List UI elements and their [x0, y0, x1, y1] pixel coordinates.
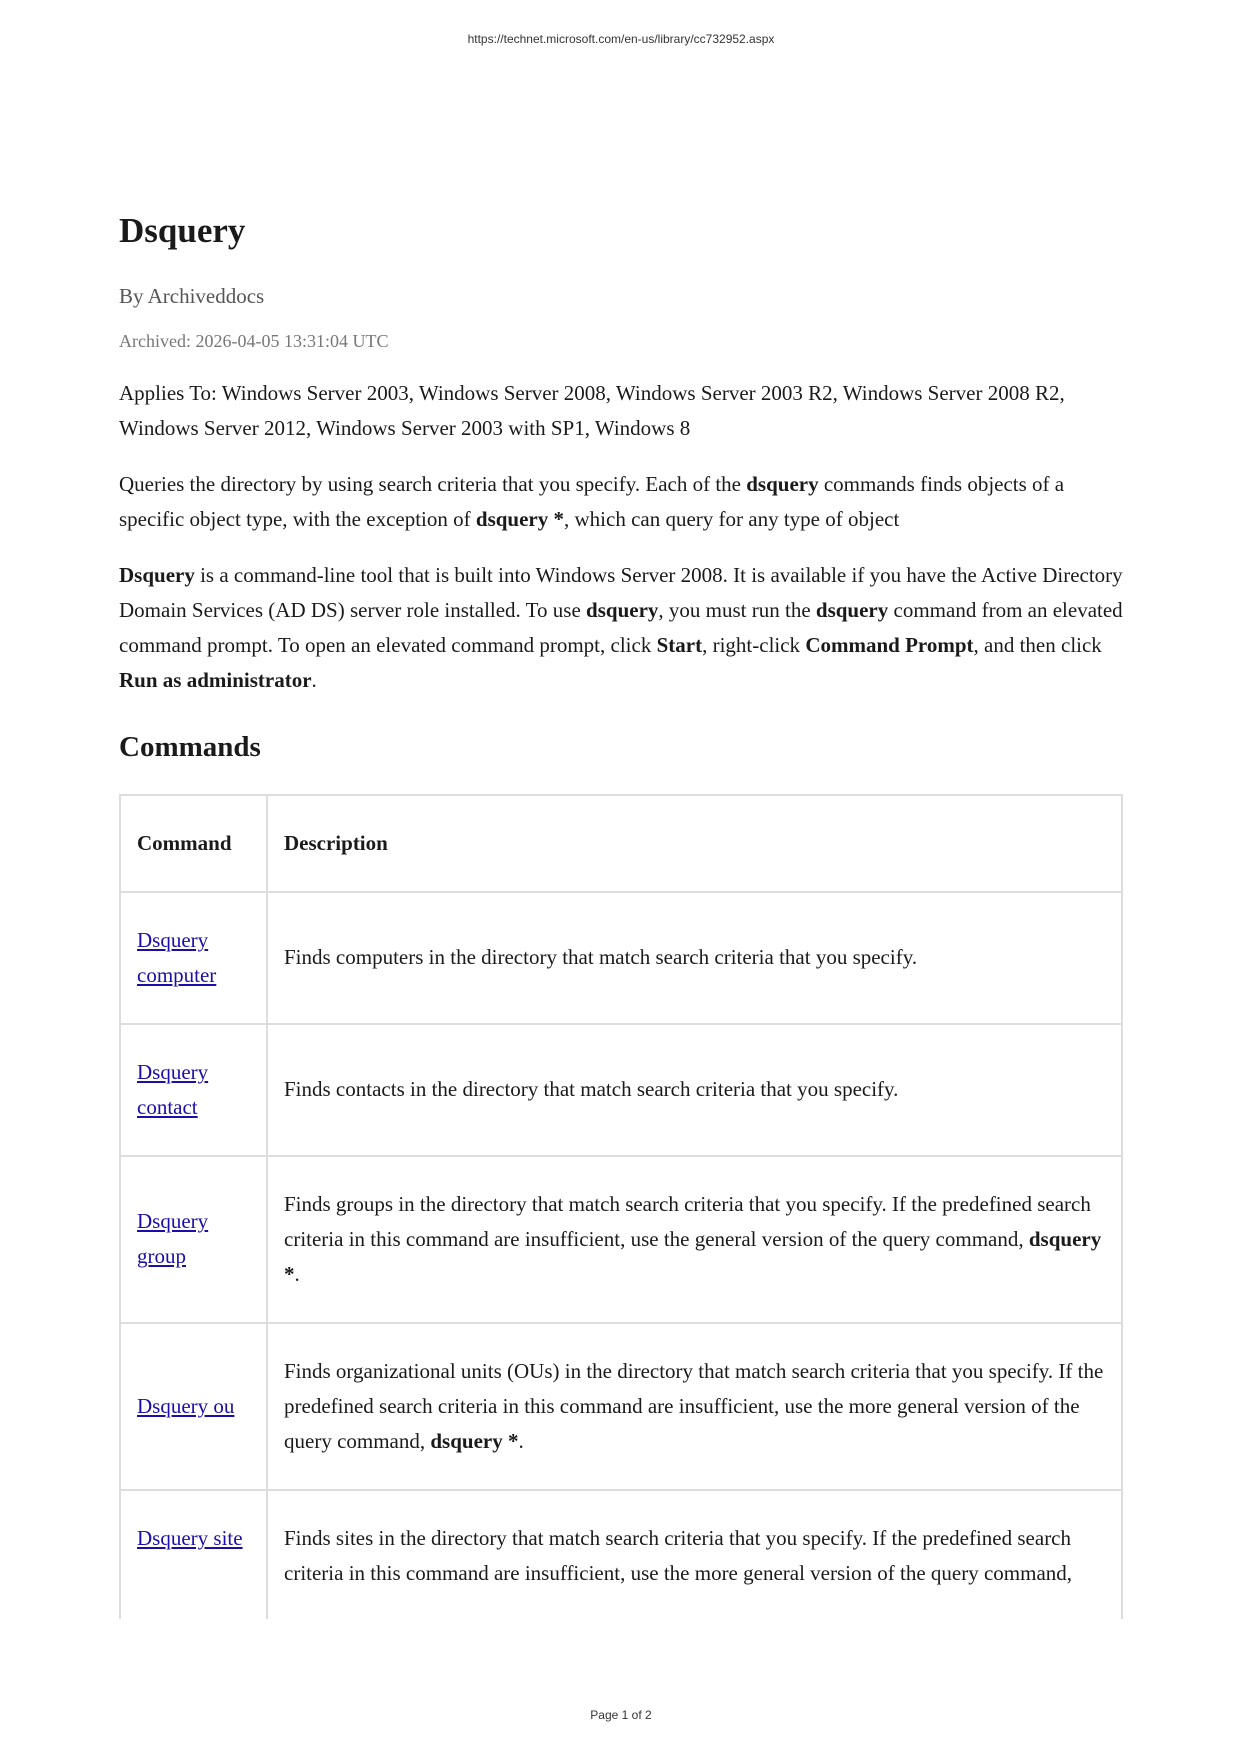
intro-bold: dsquery	[746, 472, 819, 496]
description-tail: .	[294, 1261, 300, 1286]
description-text: Finds organizational units (OUs) in the directory that match search criteria that you specify. If the predefined search criteria in this command are insufficient, use the more general version of the query command,	[284, 1358, 1104, 1453]
usage-bold: dsquery	[586, 598, 659, 622]
usage-text: is a command-line tool that is built into Windows Server 2008. It is available if you have the Active Directory Domain Services (AD DS) server role installed. To use	[119, 563, 1123, 622]
archived-timestamp: Archived: 2026-04-05 13:31:04 UTC	[119, 331, 389, 351]
intro-bold: dsquery *	[475, 507, 564, 531]
usage-text: , and then click	[973, 633, 1102, 657]
table-row	[120, 1490, 1122, 1619]
dsquery-contact-link[interactable]: Dsquery contact	[137, 1059, 209, 1119]
intro-text: Queries the directory by using search criteria that you specify. Each of the	[119, 472, 747, 496]
description-cell	[267, 892, 1122, 1024]
article	[119, 210, 1123, 1619]
page-number: Page 1 of 2	[590, 1708, 652, 1722]
table-header-row	[120, 795, 1122, 892]
command-cell	[120, 892, 267, 1024]
column-header-command: Command	[120, 795, 267, 892]
page-title: Dsquery	[119, 211, 246, 250]
usage-text: , right-click	[702, 633, 806, 657]
command-cell	[120, 1024, 267, 1156]
description-tail: .	[518, 1428, 524, 1453]
table-row	[120, 1156, 1122, 1323]
description-bold: dsquery *	[284, 1226, 1102, 1286]
command-cell	[120, 1323, 267, 1490]
description-cell	[267, 1024, 1122, 1156]
command-cell	[120, 1490, 267, 1619]
intro-text: , which can query for any type of object	[564, 507, 900, 531]
usage-bold: Command Prompt	[805, 633, 974, 657]
usage-bold: Dsquery	[119, 563, 195, 587]
description-text: Finds sites in the directory that match search criteria that you specify. If the predefined search criteria in this command are insufficient, use the more general version of the query command,	[284, 1525, 1073, 1585]
table-row	[120, 1024, 1122, 1156]
usage-paragraph	[119, 558, 1123, 698]
dsquery-computer-link[interactable]: Dsquery computer	[137, 927, 217, 987]
usage-text: .	[311, 668, 317, 692]
commands-heading: Commands	[119, 731, 261, 763]
description-cell	[267, 1156, 1122, 1323]
description-bold: dsquery *	[430, 1428, 519, 1453]
description-text: Finds contacts in the directory that match search criteria that you specify.	[284, 1077, 899, 1102]
applies-to: Applies To: Windows Server 2003, Windows Server 2008, Windows Server 2003 R2, Windows Server 2008 R2, Windows Server 2012, Windows Server 2003 with SP1, Windows 8	[119, 381, 1065, 440]
usage-bold: Start	[656, 633, 703, 657]
dsquery-site-link[interactable]: Dsquery site	[137, 1525, 243, 1550]
intro-text: commands finds objects of a specific object type, with the exception of	[119, 472, 1065, 531]
byline: By Archiveddocs	[119, 284, 265, 308]
table-row	[120, 892, 1122, 1024]
usage-text: , you must run the	[658, 598, 816, 622]
intro-paragraph	[119, 467, 1123, 537]
column-header-description: Description	[267, 795, 1122, 892]
dsquery-group-link[interactable]: Dsquery group	[137, 1209, 209, 1269]
dsquery-ou-link[interactable]: Dsquery ou	[137, 1393, 235, 1418]
description-cell	[267, 1490, 1122, 1619]
commands-table	[119, 794, 1123, 1619]
source-url: https://technet.microsoft.com/en-us/library/cc732952.aspx	[467, 32, 775, 46]
usage-bold: dsquery	[815, 598, 889, 622]
description-cell	[267, 1323, 1122, 1490]
usage-bold: Run as administrator	[119, 668, 312, 692]
description-text: Finds groups in the directory that match search criteria that you specify. If the predefined search criteria in this command are insufficient, use the general version of the query command,	[284, 1191, 1091, 1251]
description-text: Finds computers in the directory that match search criteria that you specify.	[284, 945, 918, 970]
command-cell	[120, 1156, 267, 1323]
usage-text: command from an elevated command prompt. To open an elevated command prompt, click	[119, 598, 1123, 657]
commands-table-container	[119, 794, 1123, 1619]
table-row	[120, 1323, 1122, 1490]
